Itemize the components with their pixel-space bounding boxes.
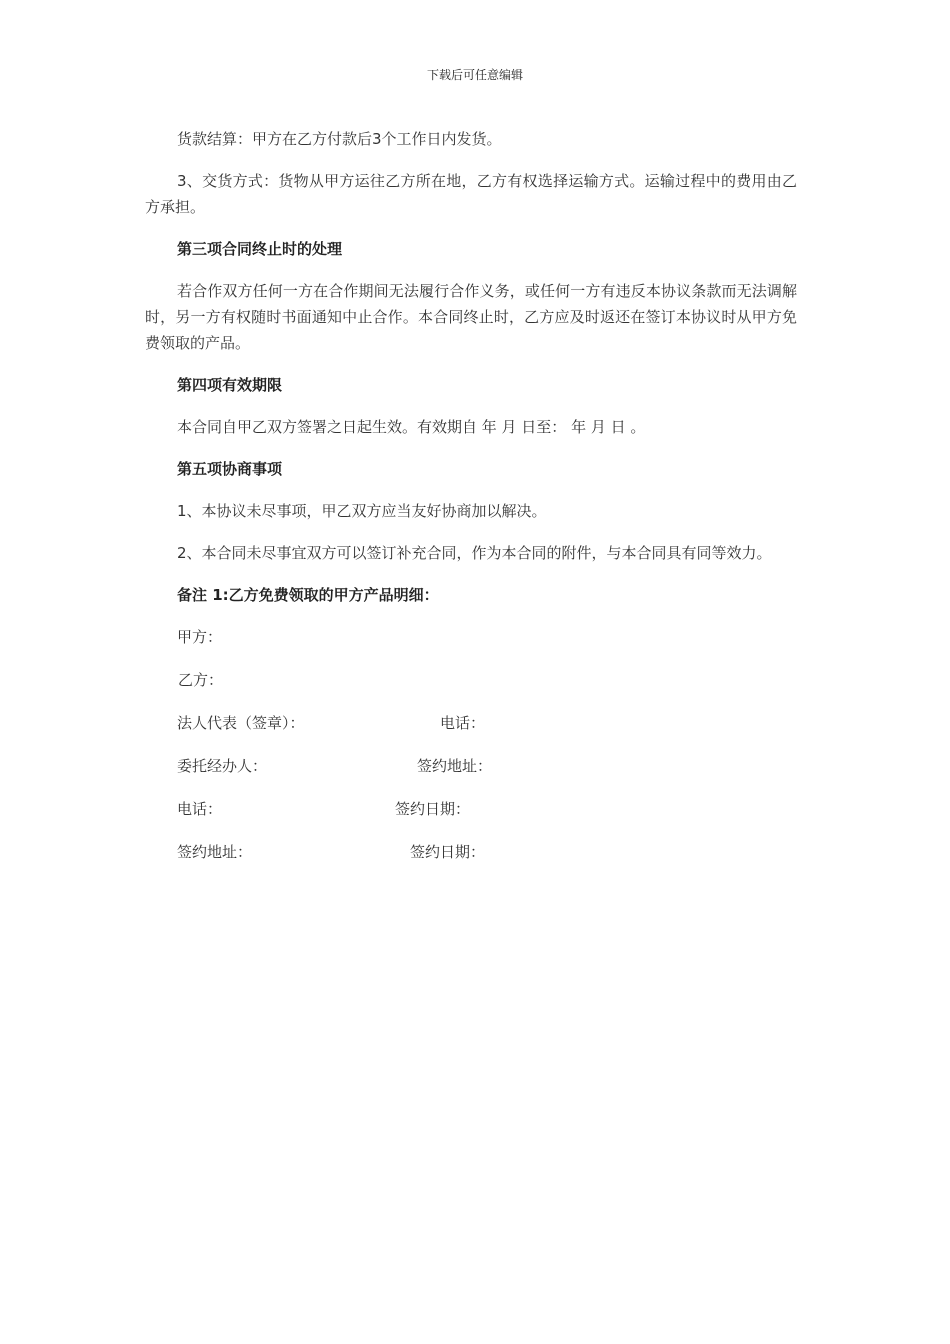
payment-clause: 货款结算：甲方在乙方付款后3个工作日内发货。 <box>177 130 502 148</box>
phone-label-1: 电话： <box>440 714 486 732</box>
section-heading-termination: 第三项合同终止时的处理 <box>177 240 343 258</box>
party-b-label: 乙方： <box>178 671 224 689</box>
sign-address-label-1: 签约地址： <box>417 757 493 775</box>
sign-date-label-1: 签约日期： <box>395 800 471 818</box>
page-header: 下载后可任意编辑 <box>426 68 523 82</box>
signature-row-party-b <box>145 667 797 693</box>
legal-rep-label: 法人代表（签章）： <box>177 714 305 732</box>
consult-clause-2: 2、本合同未尽事宜双方可以签订补充合同，作为本合同的附件，与本合同具有同等效力。 <box>177 544 772 562</box>
agent-label: 委托经办人： <box>177 757 268 775</box>
phone-label-2: 电话： <box>177 800 223 818</box>
signature-row-agent <box>145 753 797 779</box>
sign-date-label-2: 签约日期： <box>410 843 486 861</box>
consult-clause-1: 1、本协议未尽事项，甲乙双方应当友好协商加以解决。 <box>177 502 547 520</box>
signature-row-legal-rep <box>145 710 797 736</box>
validity-clause: 本合同自甲乙双方签署之日起生效。有效期自 年 月 日至： 年 月 日 。 <box>177 418 646 436</box>
party-a-label: 甲方： <box>177 628 223 646</box>
signature-row-phone <box>145 796 797 822</box>
termination-clause: 若合作双方任何一方在合作期间无法履行合作义务，或任何一方有违反本协议条款而无法调解时，另一方有权随时书面通知中止合作。本合同终止时，乙方应及时返还在签订本协议时从甲方免费领取的产品。 <box>145 282 797 352</box>
delivery-clause: 3、交货方式：货物从甲方运往乙方所在地，乙方有权选择运输方式。运输过程中的费用由乙方承担。 <box>145 172 797 216</box>
note-heading: 备注 1:乙方免费领取的甲方产品明细： <box>177 586 439 604</box>
section-heading-consult: 第五项协商事项 <box>177 460 283 478</box>
document-body <box>145 126 797 882</box>
signature-row-party-a <box>145 624 797 650</box>
section-heading-validity: 第四项有效期限 <box>177 376 283 394</box>
signature-row-address <box>145 839 797 865</box>
sign-address-label-2: 签约地址： <box>177 843 253 861</box>
